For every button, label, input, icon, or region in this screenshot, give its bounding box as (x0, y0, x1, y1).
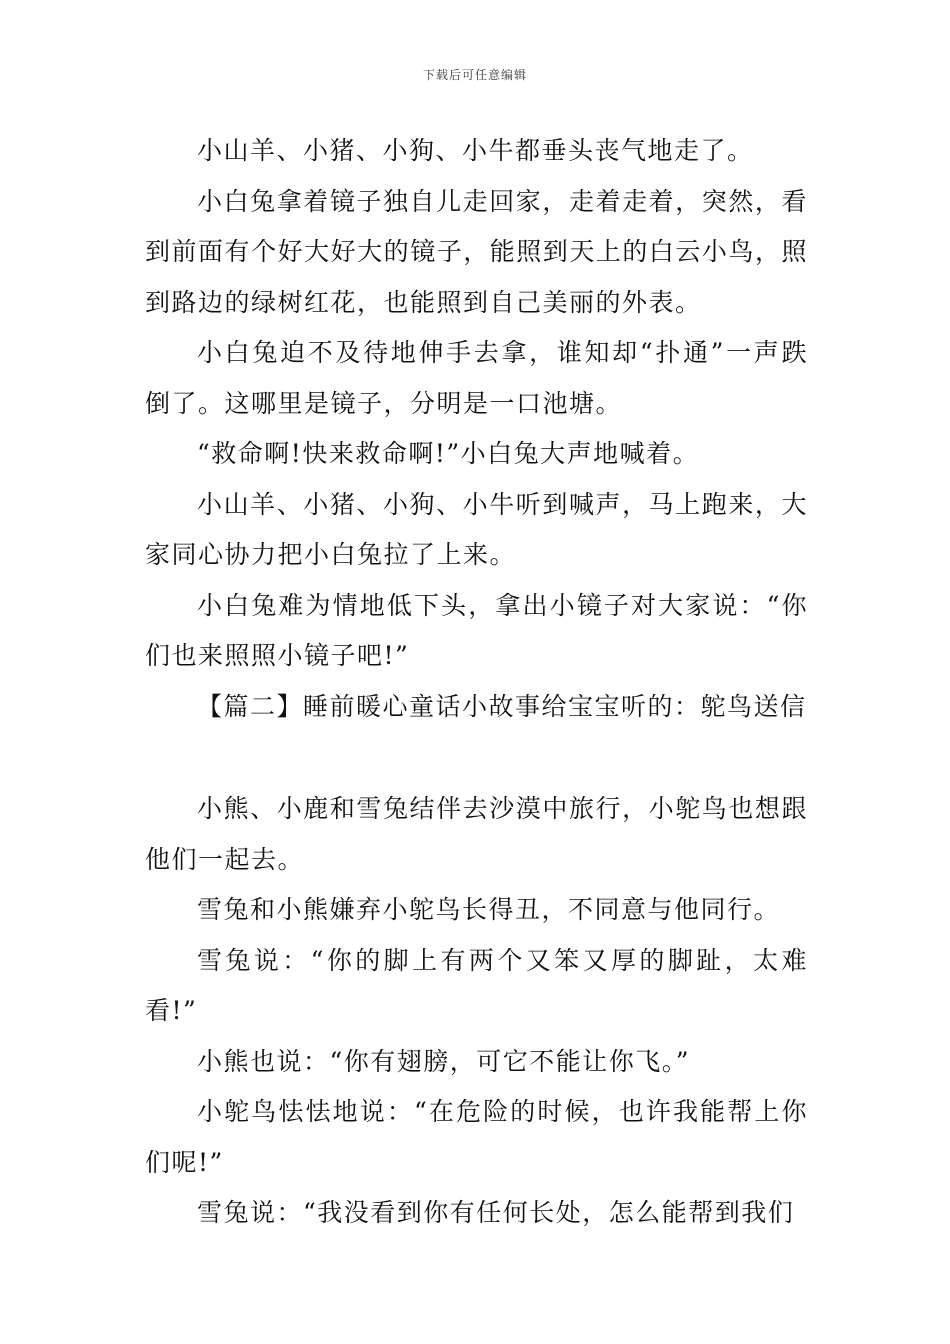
paragraph: 小山羊、小猪、小狗、小牛听到喊声，马上跑来，大家同心协力把小白兔拉了上来。 (145, 489, 808, 569)
paragraph: “救命啊!快来救命啊!”小白兔大声地喊着。 (197, 439, 700, 468)
paragraph: 雪兔说：“你的脚上有两个又笨又厚的脚趾，太难看!” (145, 945, 808, 1025)
paragraph: 小鸵鸟怯怯地说：“在危险的时候，也许我能帮上你们呢!” (145, 1097, 808, 1177)
paragraph: 雪兔说：“我没看到你有任何长处，怎么能帮到我们 (197, 1198, 795, 1227)
paragraph: 小熊、小鹿和雪兔结伴去沙漠中旅行，小鸵鸟也想跟他们一起去。 (145, 794, 808, 874)
section-title: 【篇二】睡前暖心童话小故事给宝宝听的：鸵鸟送信 (197, 691, 807, 721)
paragraph: 小白兔迫不及待地伸手去拿，谁知却“扑通”一声跌倒了。这哪里是镜子，分明是一口池塘。 (145, 338, 808, 418)
paragraph: 小白兔拿着镜子独自儿走回家，走着走着，突然，看到前面有个好大好大的镜子，能照到天上的白云小鸟，照到路边的绿树红花，也能照到自己美丽的外表。 (145, 186, 808, 317)
paragraph: 小山羊、小猪、小狗、小牛都垂头丧气地走了。 (197, 136, 754, 165)
page-header: 下载后可任意编辑 (422, 68, 527, 82)
paragraph: 雪兔和小熊嫌弃小鸵鸟长得丑，不同意与他同行。 (197, 895, 781, 924)
paragraph: 小白兔难为情地低下头，拿出小镜子对大家说：“你们也来照照小镜子吧!” (145, 590, 808, 670)
section-spacer (145, 732, 808, 784)
paragraph: 小熊也说：“你有翅膀，可它不能让你飞。” (197, 1046, 691, 1076)
document-body (145, 126, 808, 1239)
